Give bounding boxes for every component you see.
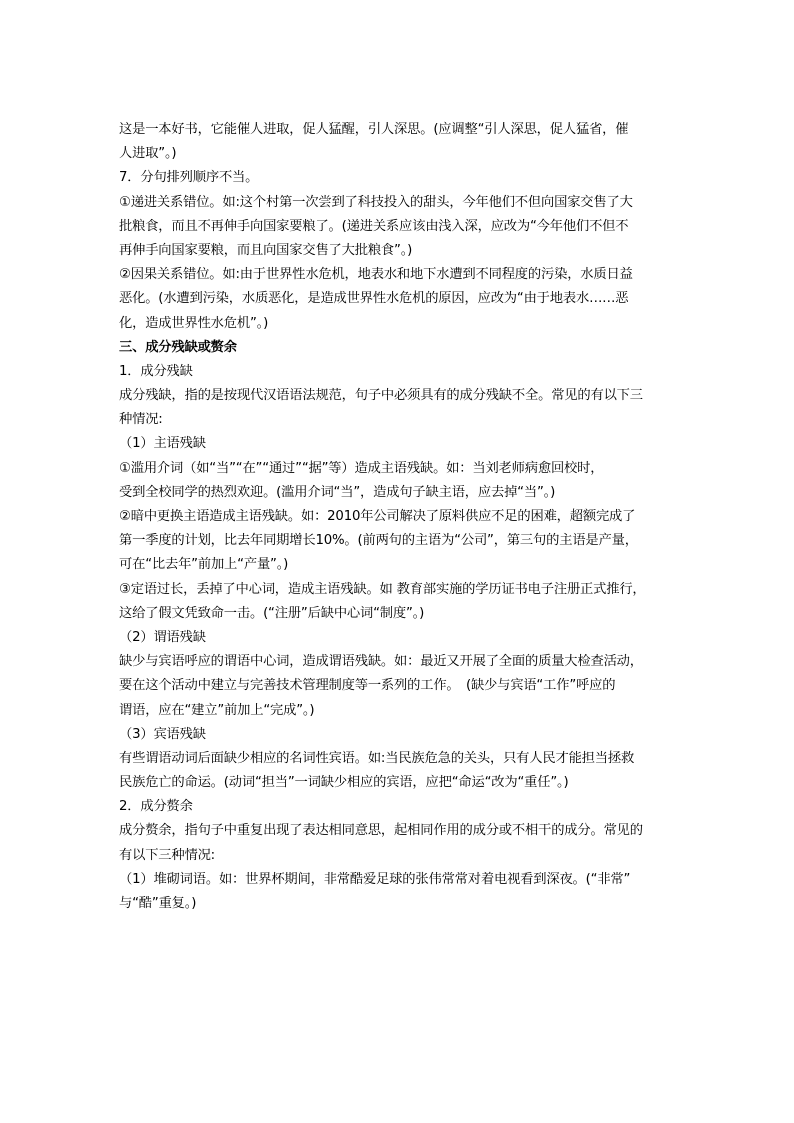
text-line: 缺少与宾语呼应的谓语中心词，造成谓语残缺。如：最近又开展了全面的质量大检查活动，	[119, 654, 643, 670]
text-line: 7．分句排列顺序不当。	[119, 170, 259, 186]
text-line: 与“酷”重复。)	[119, 896, 197, 911]
text-line: 可在“比去年”前加上“产量”。)	[119, 557, 289, 573]
text-line: 种情况:	[119, 412, 163, 428]
document-body	[119, 118, 679, 916]
subsection-heading: 1．成分残缺	[119, 363, 193, 379]
text-line: 这给了假文凭致命一击。(“注册”后缺中心词“制度”。)	[119, 605, 425, 621]
text-line: 有以下三种情况:	[119, 847, 215, 863]
text-line: ③定语过长，丢掉了中心词，造成主语残缺。如 教育部实施的学历证书电子注册正式推行，	[119, 581, 646, 597]
subsection-heading: （2）谓语残缺	[119, 629, 206, 645]
text-line: 再伸手向国家要粮，而且向国家交售了大批粮食”。)	[119, 242, 413, 258]
text-line: （1）堆砌词语。如：世界杯期间，非常酷爱足球的张伟常常对着电视看到深夜。(“非常”	[119, 871, 631, 887]
section-heading: 三、成分残缺或赘余	[119, 339, 237, 355]
text-line: ②因果关系错位。如:由于世界性水危机，地表水和地下水遭到不同程度的污染，水质日益	[119, 267, 633, 283]
subsection-heading: 2．成分赘余	[119, 799, 193, 815]
text-line: 有些谓语动词后面缺少相应的名词性宾语。如:当民族危急的关头，只有人民才能担当拯救	[119, 750, 635, 766]
text-line: 成分赘余，指句子中重复出现了表达相同意思，起相同作用的成分或不相干的成分。常见的	[119, 823, 643, 839]
subsection-heading: （1）主语残缺	[119, 436, 206, 452]
subsection-heading: （3）宾语残缺	[119, 726, 206, 742]
text-line: 成分残缺，指的是按现代汉语语法规范，句子中必须具有的成分残缺不全。常见的有以下三	[119, 388, 643, 404]
text-line: 批粮食，而且不再伸手向国家要粮了。(递进关系应该由浅入深，应改为“今年他们不但不	[119, 218, 629, 234]
text-line: 第一季度的计划，比去年同期增长10%。(前两句的主语为“公司”，第三句的主语是产量，	[119, 533, 638, 549]
text-line: 谓语，应在“建立”前加上“完成”。)	[119, 702, 315, 718]
text-line: 这是一本好书，它能催人进取，促人猛醒，引人深思。(应调整“引人深思，促人猛省，催	[119, 122, 629, 137]
text-line: 化，造成世界性水危机”。)	[119, 315, 269, 331]
text-line: 人进取”。)	[119, 146, 177, 162]
text-line: ①递进关系错位。如:这个村第一次尝到了科技投入的甜头，今年他们不但向国家交售了大	[119, 194, 633, 210]
text-line: 恶化。(水遭到污染，水质恶化，是造成世界性水危机的原因，应改为“由于地表水……恶	[119, 291, 629, 307]
text-line: ①滥用介词（如“当”“在”“通过”“据”等）造成主语残缺。如：当刘老师病愈回校时，	[119, 460, 604, 476]
text-line: 要在这个活动中建立与完善技术管理制度等一系列的工作。 (缺少与宾语“工作”呼应的	[119, 678, 616, 694]
text-line: 受到全校同学的热烈欢迎。(滥用介词“当”，造成句子缺主语，应去掉“当”。)	[119, 484, 556, 500]
text-line: 民族危亡的命运。(动词“担当”一词缺少相应的宾语，应把“命运“改为“重任”。)	[119, 775, 569, 791]
text-line: ②暗中更换主语造成主语残缺。如：2010年公司解决了原料供应不足的困难，超额完成了	[119, 509, 636, 524]
